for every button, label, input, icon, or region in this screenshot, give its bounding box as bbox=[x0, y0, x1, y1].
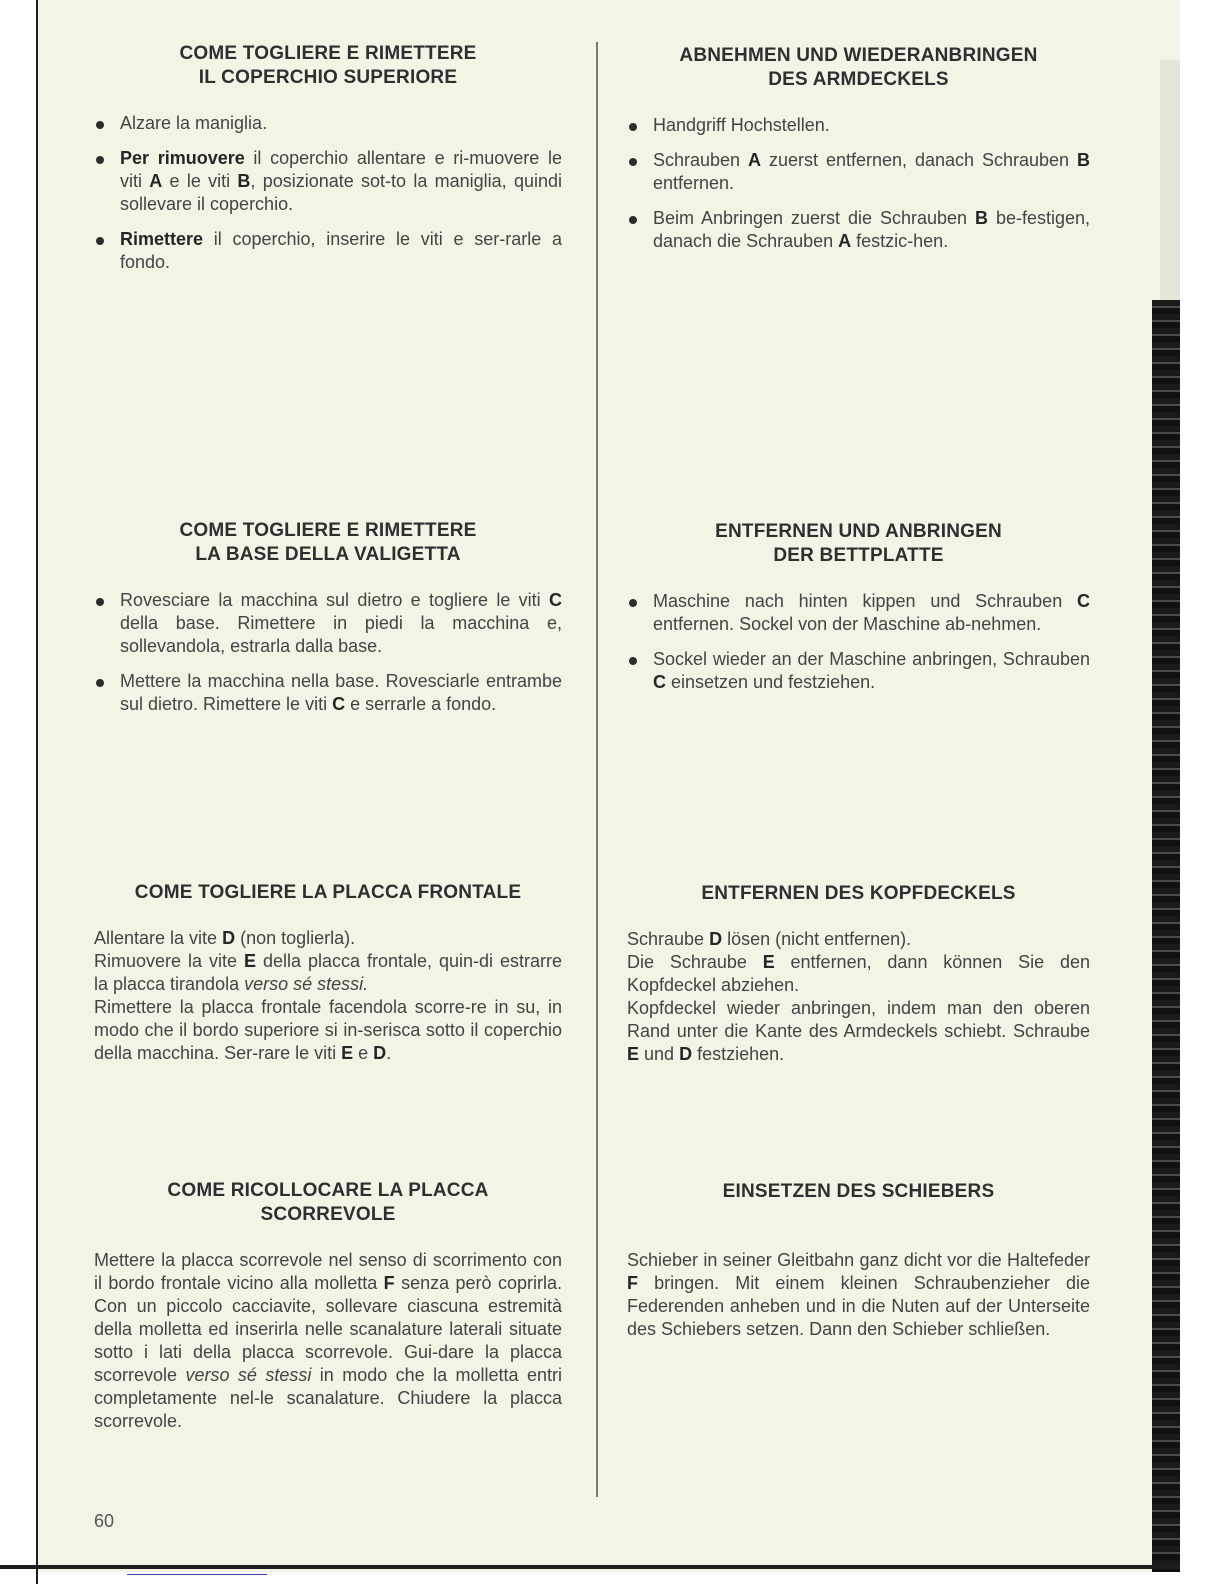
section-coperchio bbox=[94, 42, 562, 286]
paragraph-block bbox=[627, 928, 1090, 1066]
section-title bbox=[627, 44, 1090, 92]
paragraph-block bbox=[627, 1249, 1090, 1341]
bold-text: D bbox=[222, 928, 236, 948]
list-item: Per rimuovere il coperchio allentare e ri-muovere le viti A e le viti B, posizionate sot-to la maniglia, quindi sollevare il coperchio. bbox=[94, 147, 562, 216]
column-divider bbox=[596, 42, 598, 1497]
bold-text: B bbox=[974, 208, 988, 228]
italic-text: verso sé stessi. bbox=[244, 974, 369, 994]
bullet-icon bbox=[629, 158, 637, 166]
title-line: COME RICOLLOCARE LA PLACCA bbox=[167, 1180, 489, 1201]
bold-text: A bbox=[149, 171, 163, 191]
bold-text: E bbox=[243, 951, 256, 971]
bullet-icon bbox=[629, 599, 637, 607]
page-number: 60 bbox=[94, 1511, 115, 1531]
list-item: Alzare la maniglia. bbox=[94, 112, 562, 135]
bold-text: A bbox=[838, 231, 852, 251]
bullet-icon bbox=[96, 598, 104, 606]
title-line: ENTFERNEN UND ANBRINGEN bbox=[715, 521, 1002, 542]
bullet-icon bbox=[96, 156, 104, 164]
bold-text: D bbox=[679, 1044, 693, 1064]
bullet-list bbox=[94, 112, 562, 274]
paragraph: Die Schraube E entfernen, dann können Sie den Kopfdeckel abziehen. bbox=[627, 952, 1090, 995]
title-line: IL COPERCHIO SUPERIORE bbox=[198, 67, 458, 88]
paragraph-block bbox=[94, 927, 562, 1065]
list-item: Maschine nach hinten kippen und Schrauben C entfernen. Sockel von der Maschine ab-nehmen. bbox=[627, 590, 1090, 636]
bullet-icon bbox=[629, 657, 637, 665]
title-line: COME TOGLIERE LA PLACCA FRONTALE bbox=[134, 882, 522, 903]
paragraph: Schieber in seiner Gleitbahn ganz dicht vor die Haltefeder F bringen. Mit einem kleinen Schraubenzieher die Federenden anheben und in die Nuten auf der Unterseite des Schiebers setzen. Dann den Schieber schließen. bbox=[627, 1250, 1090, 1339]
bold-text: C bbox=[1077, 591, 1090, 611]
bullet-icon bbox=[629, 123, 637, 131]
bold-text: D bbox=[709, 929, 723, 949]
section-title bbox=[627, 882, 1090, 906]
bold-text: A bbox=[748, 150, 762, 170]
section-schieber bbox=[627, 1180, 1090, 1341]
title-line: DER BETTPLATTE bbox=[773, 545, 944, 566]
paragraph-block bbox=[94, 1249, 562, 1433]
scan-mark bbox=[127, 1574, 267, 1575]
bold-text: F bbox=[627, 1273, 638, 1293]
scan-edge-bottom bbox=[0, 1565, 1180, 1569]
bold-text: C bbox=[332, 694, 346, 714]
bold-text: Per rimuovere bbox=[120, 148, 245, 168]
bold-text: C bbox=[549, 590, 562, 610]
title-line: ENTFERNEN DES KOPFDECKELS bbox=[701, 883, 1016, 904]
bullet-list bbox=[627, 590, 1090, 694]
bold-text: B bbox=[1077, 150, 1090, 170]
list-item: Mettere la macchina nella base. Rovesciarle entrambe sul dietro. Rimettere le viti C e serrarle a fondo. bbox=[94, 670, 562, 716]
title-line: LA BASE DELLA VALIGETTA bbox=[195, 544, 461, 565]
bold-text: C bbox=[653, 672, 666, 692]
bold-text: E bbox=[627, 1044, 640, 1064]
list-item: Rovesciare la macchina sul dietro e togliere le viti C della base. Rimettere in piedi la macchina e, sollevandola, estrarla dalla base. bbox=[94, 589, 562, 658]
title-line: COME TOGLIERE E RIMETTERE bbox=[179, 43, 477, 64]
section-title bbox=[94, 881, 562, 905]
paragraph: Mettere la placca scorrevole nel senso di scorrimento con il bordo frontale vicino alla molletta F senza però coprirla. Con un piccolo cacciavite, sollevare ciascuna estremità della molletta ed inserirla nelle scanalature laterali situate sotto i lati della placca scorrevole. Gui-dare la placca scorrevole verso sé stessi in modo che la molletta entri completamente nel-le scanalature. Chiudere la placca scorrevole. bbox=[94, 1250, 562, 1431]
scan-edge-right-top bbox=[1160, 60, 1180, 300]
section-kopfdeckel bbox=[627, 882, 1090, 1066]
title-line: COME TOGLIERE E RIMETTERE bbox=[179, 520, 477, 541]
section-bettplatte bbox=[627, 520, 1090, 706]
title-line: DES ARMDECKELS bbox=[768, 69, 949, 90]
bold-text: Rimettere bbox=[120, 229, 204, 249]
italic-text: verso sé stessi bbox=[185, 1365, 312, 1385]
paragraph: Schraube D lösen (nicht entfernen). bbox=[627, 929, 912, 949]
bullet-icon bbox=[629, 216, 637, 224]
bold-text: B bbox=[237, 171, 251, 191]
list-item: Rimettere il coperchio, inserire le viti e ser-rarle a fondo. bbox=[94, 228, 562, 274]
bold-text: E bbox=[762, 952, 775, 972]
section-title bbox=[94, 42, 562, 90]
bold-text: E bbox=[341, 1043, 354, 1063]
bullet-icon bbox=[96, 121, 104, 129]
section-placca-frontale bbox=[94, 881, 562, 1065]
section-title bbox=[627, 520, 1090, 568]
bold-text: F bbox=[383, 1273, 395, 1293]
list-item: Handgriff Hochstellen. bbox=[627, 114, 1090, 137]
bullet-list bbox=[94, 589, 562, 716]
title-line: EINSETZEN DES SCHIEBERS bbox=[722, 1181, 995, 1202]
paragraph: Allentare la vite D (non toglierla). bbox=[94, 928, 356, 948]
list-item: Schrauben A zuerst entfernen, danach Schrauben B entfernen. bbox=[627, 149, 1090, 195]
list-item: Sockel wieder an der Maschine anbringen, Schrauben C einsetzen und festziehen. bbox=[627, 648, 1090, 694]
section-title bbox=[94, 519, 562, 567]
bullet-icon bbox=[96, 237, 104, 245]
scan-edge-right bbox=[1152, 300, 1180, 1572]
title-line: SCORREVOLE bbox=[260, 1204, 396, 1225]
list-item: Beim Anbringen zuerst die Schrauben B be-festigen, danach die Schrauben A festzic-hen. bbox=[627, 207, 1090, 253]
bold-text: D bbox=[373, 1043, 387, 1063]
scan-edge-left bbox=[0, 0, 38, 1584]
bullet-list bbox=[627, 114, 1090, 253]
section-armdeckel bbox=[627, 44, 1090, 265]
section-title bbox=[94, 1179, 562, 1227]
paragraph: Rimuovere la vite E della placca frontale, quin-di estrarre la placca tirandola verso sé stessi. bbox=[94, 951, 562, 994]
bullet-icon bbox=[96, 679, 104, 687]
section-placca-scorrevole bbox=[94, 1179, 562, 1433]
section-title bbox=[627, 1180, 1090, 1204]
section-base-valigetta bbox=[94, 519, 562, 728]
title-line: ABNEHMEN UND WIEDERANBRINGEN bbox=[679, 45, 1038, 66]
paragraph: Kopfdeckel wieder anbringen, indem man den oberen Rand unter die Kante des Armdeckels schiebt. Schraube E und D festziehen. bbox=[627, 998, 1090, 1064]
paragraph: Rimettere la placca frontale facendola scorre-re in su, in modo che il bordo superiore si in-serisca sotto il coperchio della macchina. Ser-rare le viti E e D. bbox=[94, 997, 562, 1063]
